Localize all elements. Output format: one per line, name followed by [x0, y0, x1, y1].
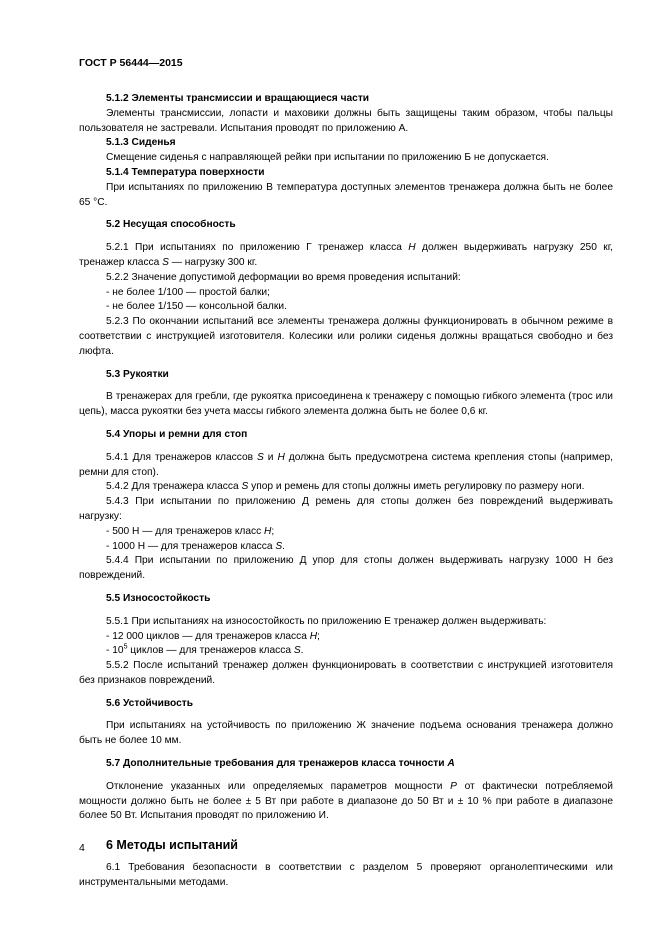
paragraph: Отклонение указанных или определяемых параметров мощности P от фактически потребляемой мощности должно быть не более ± 5 Вт при работе в диапазоне до 50 Вт и ± 10 % при работе в диапазоне более 50 Вт. Испытания проводят по приложению И.: [79, 780, 613, 822]
page-number: 4: [79, 842, 85, 854]
paragraph: 5.2.3 По окончании испытаний все элементы тренажера должны функционировать в обычном режиме в соответствии с инструкцией изготовителя. Колесики или ролики сиденья должны вращаться свободно и без люфта.: [79, 316, 613, 357]
list-item: - 1000 Н — для тренажеров класса S.: [106, 540, 286, 552]
paragraph: 5.4.4 При испытании по приложению Д упор для стопы должен выдерживать нагрузку 1000 Н без повреждений.: [79, 555, 613, 582]
list-item: - не более 1/150 — консольной балки.: [106, 301, 287, 313]
list-item: - $10^5$ циклов — для тренажеров класса S.: [106, 643, 304, 657]
paragraph: 5.5.1 При испытаниях на износостойкость по приложению Е тренажер должен выдерживать:: [106, 615, 547, 627]
paragraph: При испытаниях на устойчивость по приложению Ж значение подъема основания тренажера должно быть не более 10 мм.: [79, 720, 613, 747]
section-title: 5.1.4 Температура поверхности: [106, 166, 265, 178]
section-title: 5.3 Рукоятки: [106, 368, 169, 380]
document-body: [79, 92, 613, 891]
chapter-title: 6 Методы испытаний: [106, 838, 238, 853]
section-title: 5.6 Устойчивость: [106, 697, 194, 709]
paragraph: Элементы трансмиссии, лопасти и маховики должны быть защищены таким образом, чтобы пальцы пользователя не застревали. Испытания проводят по приложению А.: [79, 107, 613, 134]
paragraph: При испытаниях по приложению В температура доступных элементов тренажера должна быть не более 65 °С.: [79, 181, 613, 208]
paragraph: 5.5.2 После испытаний тренажер должен функционировать в соответствии с инструкцией изготовителя без признаков повреждений.: [79, 660, 613, 686]
document-header: ГОСТ Р 56444—2015: [79, 57, 183, 69]
paragraph: 5.2.2 Значение допустимой деформации во время проведения испытаний:: [106, 271, 461, 283]
paragraph: В тренажерах для гребли, где рукоятка присоединена к тренажеру с помощью гибкого элемента (трос или цепь), масса рукоятки без учета массы гибкого элемента должна быть не более 0,6 кг.: [79, 391, 613, 418]
list-item: - 12 000 циклов — для тренажеров класса H;: [106, 630, 320, 642]
paragraph: 5.2.1 При испытаниях по приложению Г тренажер класса H должен выдерживать нагрузку 250 кг, тренажер класса S — нагрузку 300 кг.: [79, 242, 614, 268]
paragraph: 5.4.1 Для тренажеров классов S и H должна быть предусмотрена система крепления стопы (например, ремни для стоп).: [79, 451, 613, 478]
paragraph: 5.4.3 При испытании по приложению Д ремень для стопы должен без повреждений выдерживать нагрузку:: [79, 496, 613, 522]
paragraph: 6.1 Требования безопасности в соответствии с разделом 5 проверяют органолептическими или инструментальными методами.: [79, 862, 613, 888]
list-item: - не более 1/100 — простой балки;: [106, 286, 270, 298]
section-title: 5.1.3 Сиденья: [106, 137, 176, 149]
paragraph: Смещение сиденья с направляющей рейки при испытании по приложению Б не допускается.: [106, 152, 549, 164]
section-title: 5.1.2 Элементы трансмиссии и вращающиеся части: [106, 93, 370, 104]
section-title: 5.7 Дополнительные требования для тренажеров класса точности A: [106, 758, 455, 770]
section-title: 5.4 Упоры и ремни для стоп: [106, 428, 248, 440]
section-title: 5.2 Несущая способность: [106, 219, 236, 231]
section-title: 5.5 Износостойкость: [106, 592, 211, 604]
list-item: - 500 Н — для тренажеров класс H;: [106, 525, 275, 537]
paragraph: 5.4.2 Для тренажера класса S упор и ремень для стопы должны иметь регулировку по размеру ноги.: [106, 481, 585, 493]
